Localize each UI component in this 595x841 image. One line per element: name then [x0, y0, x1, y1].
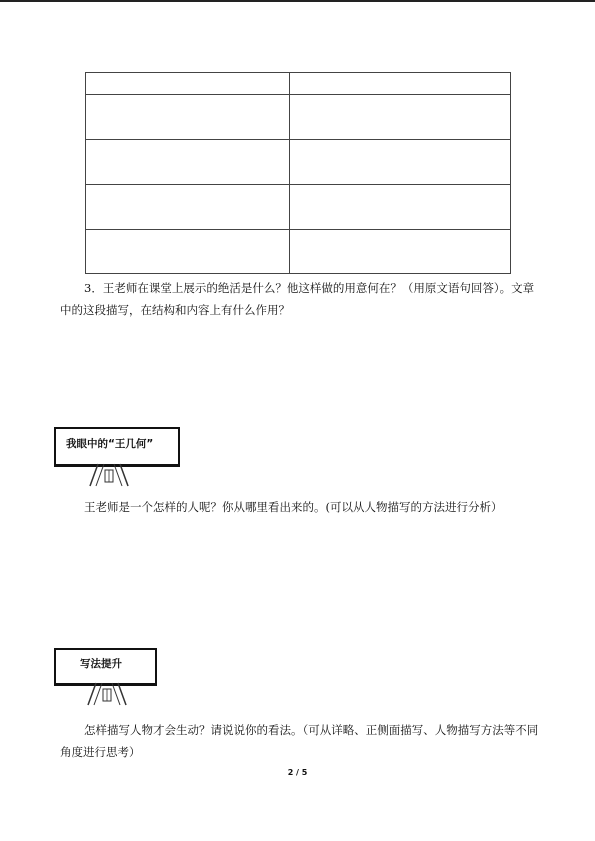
section-board-1: [54, 427, 180, 485]
table-cell[interactable]: [86, 230, 290, 274]
section-2-prompt: 怎样描写人物才会生动？请说说你的看法。（可从详略、正侧面描写、人物描写方法等不同角度进行思考）: [60, 723, 539, 759]
table-row: [86, 230, 511, 274]
table-cell[interactable]: [290, 73, 511, 95]
table-cell[interactable]: [290, 230, 511, 274]
answer-table: [85, 72, 511, 274]
question-number: 3．: [84, 281, 103, 295]
table-cell[interactable]: [86, 73, 290, 95]
table-row: [86, 95, 511, 140]
table-cell[interactable]: [86, 140, 290, 185]
top-rule: [0, 0, 595, 2]
easel-legs-icon: [82, 682, 132, 706]
section-title: 我眼中的“王几何”: [66, 438, 154, 450]
easel-legs-icon: [84, 463, 134, 487]
table-cell[interactable]: [290, 185, 511, 230]
table-row: [86, 185, 511, 230]
question-3: [60, 277, 540, 321]
table-cell[interactable]: [290, 140, 511, 185]
page-number: 2 / 5: [287, 768, 308, 777]
section-1-prompt: 王老师是一个怎样的人呢？你从哪里看出来的。(可以从人物描写的方法进行分析）: [84, 500, 503, 514]
table-cell[interactable]: [86, 95, 290, 140]
section-board-2: [54, 648, 157, 704]
table-row: [86, 73, 511, 95]
table-row: [86, 140, 511, 185]
table-cell[interactable]: [86, 185, 290, 230]
section-title: 写法提升: [80, 658, 122, 670]
question-text: 王老师在课堂上展示的绝活是什么？他这样做的用意何在？（用原文语句回答）。文章中的这段描写，在结构和内容上有什么作用？: [60, 281, 535, 317]
table-cell[interactable]: [290, 95, 511, 140]
